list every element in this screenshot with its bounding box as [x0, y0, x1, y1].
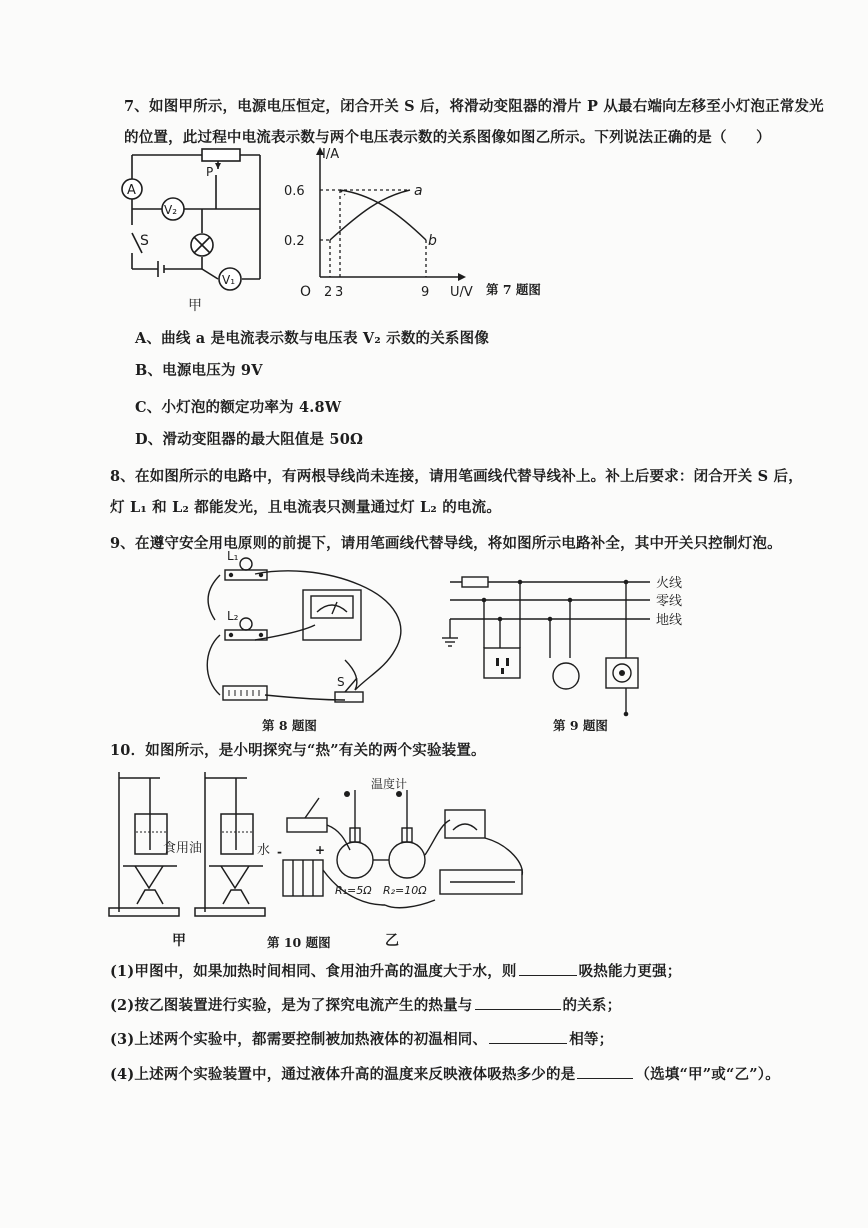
graph-ylabel: I/A: [322, 147, 340, 162]
q10-fig-yi: [275, 770, 535, 930]
q7-option-a: A、曲线 a 是电流表示数与电压表 V₂ 示数的关系图像: [135, 330, 490, 347]
q10-sub4-text-a: (4)上述两个实验装置中，通过液体升高的温度来反映液体吸热多少的是: [110, 1066, 576, 1083]
q10-sub1: [110, 960, 682, 981]
q8-stem-line2: 灯 L₁ 和 L₂ 都能发光，且电流表只测量通过灯 L₂ 的电流。: [110, 499, 502, 516]
graph-xtick-9: 9: [421, 285, 430, 300]
q10-sub4-blank[interactable]: [577, 1064, 633, 1079]
graph-xtick-3: 3: [335, 285, 344, 300]
q7-option-d: D、滑动变阻器的最大阻值是 50Ω: [135, 431, 364, 448]
ammeter-label: A: [127, 183, 136, 198]
q10-sub4: [110, 1063, 780, 1084]
q8-caption: 第 8 题图: [262, 718, 317, 733]
fig10-yi-label: 乙: [385, 933, 399, 949]
fig-jia-label: 甲: [188, 298, 202, 314]
fig8-l1-label: L₁: [227, 549, 239, 563]
graph-xtick-2: 2: [324, 285, 333, 300]
q10-fig-jia: [105, 762, 295, 924]
thermometer-label: 温度计: [371, 777, 408, 791]
q10-sub2-text-a: (2)按乙图装置进行实验，是为了探究电流产生的热量与: [110, 997, 473, 1014]
q10-sub3-text-a: (3)上述两个实验中，都需要控制被加热液体的初温相同、: [110, 1031, 488, 1048]
q7-stem-line1: 7、如图甲所示，电源电压恒定，闭合开关 S 后，将滑动变阻器的滑片 P 从最右端向左移至小灯泡正常发光: [124, 98, 824, 115]
q8-circuit-figure: [195, 550, 415, 715]
voltmeter-v1-label: V₁: [222, 273, 236, 287]
r1-label: R₁=5Ω: [335, 884, 372, 897]
svg-text:+: +: [315, 843, 326, 857]
r2-label: R₂=10Ω: [383, 884, 427, 897]
water-label: 水: [257, 843, 271, 858]
graph-origin: O: [300, 284, 312, 300]
q7-iu-graph: [280, 145, 480, 300]
neutral-wire-label: 零线: [656, 594, 683, 609]
fig8-l2-label: L₂: [227, 609, 239, 623]
fig10-jia-label: 甲: [172, 933, 186, 949]
fire-wire-label: 火线: [656, 576, 683, 591]
q7-caption: 第 7 题图: [486, 282, 541, 297]
q7-circuit-diagram: [118, 145, 278, 315]
q10-sub3-text-b: 相等；: [569, 1031, 614, 1048]
q7-option-b: B、电源电压为 9V: [135, 362, 263, 379]
q10-sub3-blank[interactable]: [489, 1029, 567, 1044]
q10-caption: 第 10 题图: [267, 935, 331, 950]
q10-sub1-text-b: 吸热能力更强；: [578, 963, 682, 980]
q10-sub3: [110, 1028, 613, 1049]
svg-text:-: -: [277, 845, 282, 859]
q10-sub2-blank[interactable]: [475, 995, 561, 1010]
graph-ytick-02: 0.2: [284, 234, 305, 249]
fig8-switch-label: S: [337, 675, 345, 689]
voltmeter-v2-label: V₂: [164, 203, 178, 217]
switch-label: S: [140, 233, 149, 249]
q8-stem-line1: 8、在如图所示的电路中，有两根导线尚未连接，请用笔画线代替导线补上。补上后要求：闭合开关 S 后，: [110, 468, 803, 485]
oil-label: 食用油: [163, 841, 203, 856]
q10-sub1-blank[interactable]: [519, 961, 577, 976]
ground-wire-label: 地线: [656, 613, 683, 628]
q7-option-c: C、小灯泡的额定功率为 4.8W: [135, 399, 342, 416]
q10-sub2-text-b: 的关系；: [562, 997, 622, 1014]
q10-sub4-text-b: （选填“甲”或“乙”）。: [635, 1066, 780, 1083]
curve-b-label: b: [428, 233, 437, 249]
q10-stem-line1: 10．如图所示，是小明探究与“热”有关的两个实验装置。: [110, 742, 486, 759]
graph-xlabel: U/V: [450, 285, 473, 300]
slider-label: P: [206, 165, 214, 179]
q9-caption: 第 9 题图: [553, 718, 608, 733]
q7-stem-line2: 的位置，此过程中电流表示数与两个电压表示数的关系图像如图乙所示。下列说法正确的是（ ）: [124, 129, 771, 146]
q10-sub1-text-a: (1)甲图中，如果加热时间相同、食用油升高的温度大于水，则: [110, 963, 517, 980]
q9-stem-line1: 9、在遵守安全用电原则的前提下，请用笔画线代替导线，将如图所示电路补全，其中开关只控制灯泡。: [110, 535, 782, 552]
curve-a-label: a: [414, 183, 423, 199]
graph-ytick-06: 0.6: [284, 184, 305, 199]
q9-wiring-figure: [440, 568, 700, 718]
q10-sub2: [110, 994, 621, 1015]
